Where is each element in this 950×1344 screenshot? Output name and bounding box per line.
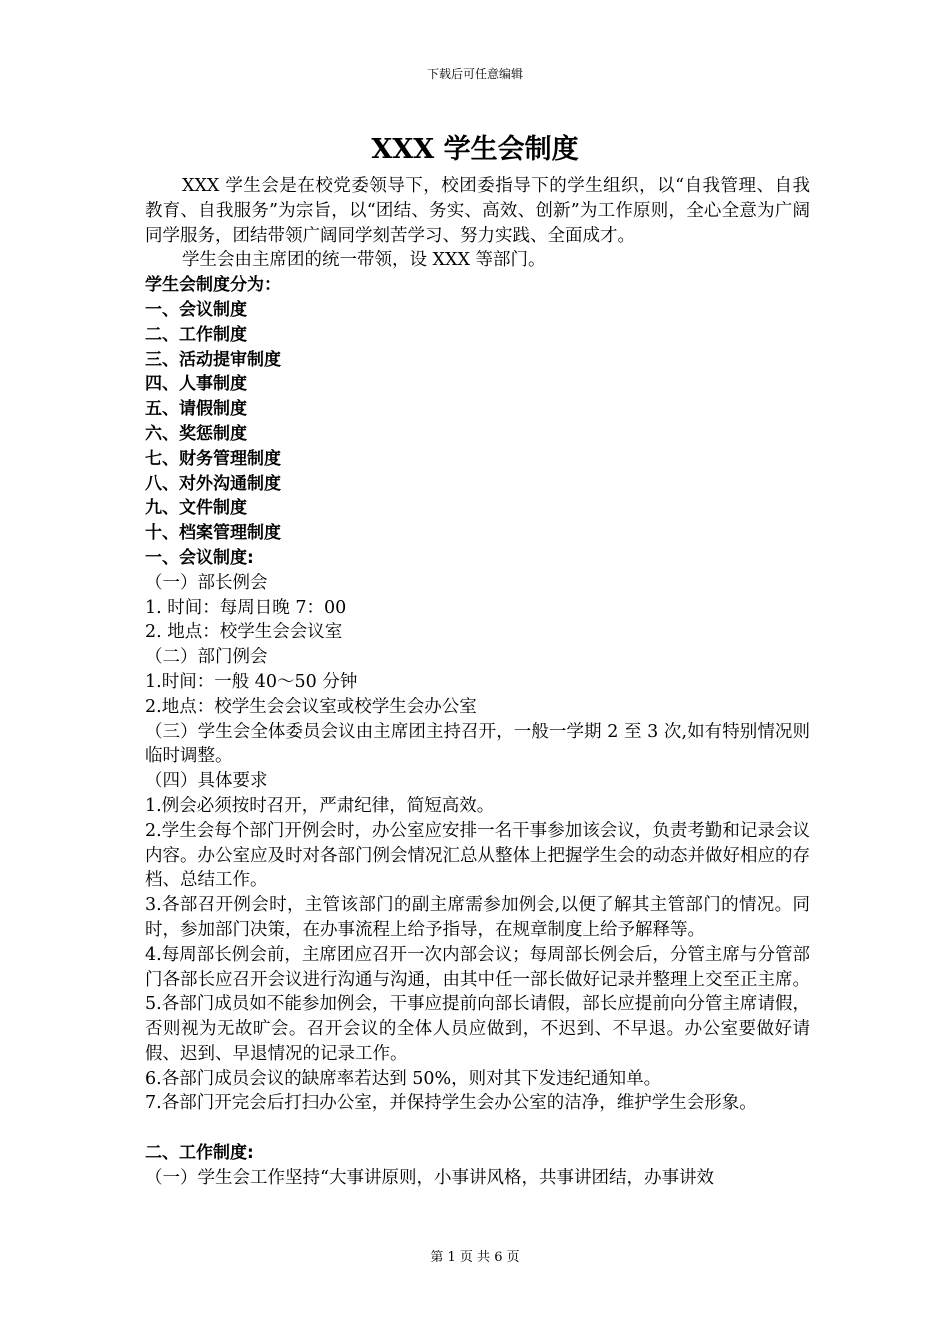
section-1-line: 7.各部门开完会后打扫办公室，并保持学生会办公室的洁净，维护学生会形象。	[145, 1093, 757, 1114]
toc-item: 十、档案管理制度	[145, 523, 281, 544]
document-body	[145, 174, 810, 1191]
section-2-heading: 二、工作制度:	[145, 1143, 254, 1164]
section-1-line: 1.时间：一般 40～50 分钟	[145, 671, 358, 692]
page-footer: 第 1 页 共 6 页	[430, 1250, 520, 1265]
section-1-content	[145, 571, 810, 1117]
toc-list	[145, 298, 810, 546]
section-1-line: 2.学生会每个部门开例会时，办公室应安排一名干事参加该会议，负责考勤和记录会议内容。办公室应及时对各部门例会情况汇总从整体上把握学生会的动态并做好相应的存档、总结工作。	[145, 820, 810, 891]
toc-item: 二、工作制度	[145, 324, 247, 345]
section-1-line: 2. 地点：校学生会会议室	[145, 622, 343, 643]
section-2-content	[145, 1166, 810, 1191]
section-1-line: 5.各部门成员如不能参加例会，干事应提前向部长请假，部长应提前向分管主席请假，否则视为无故旷会。召开会议的全体人员应做到，不迟到、不早退。办公室要做好请假、迟到、早退情况的记录工作。	[145, 994, 810, 1064]
toc-item: 七、财务管理制度	[145, 448, 281, 469]
toc-heading: 学生会制度分为：	[145, 275, 281, 296]
toc-item: 五、请假制度	[145, 399, 247, 420]
toc-item: 六、奖惩制度	[145, 423, 247, 444]
section-1-line: 2.地点：校学生会会议室或校学生会办公室	[145, 696, 477, 717]
section-2-line: （一）学生会工作坚持“大事讲原则，小事讲风格，共事讲团结，办事讲效	[145, 1167, 714, 1188]
section-1-line: 6.各部门成员会议的缺席率若达到 50%，则对其下发违纪通知单。	[145, 1068, 662, 1089]
section-1-line: 1. 时间：每周日晚 7：00	[145, 597, 347, 618]
toc-item: 三、活动提审制度	[145, 349, 281, 370]
section-1-line: （三）学生会全体委员会议由主席团主持召开，一般一学期 2 至 3 次,如有特别情况则临时调整。	[145, 721, 810, 767]
toc-item: 一、会议制度	[145, 299, 247, 320]
section-1-line: （四）具体要求	[145, 771, 268, 792]
document-title: XXX 学生会制度	[371, 134, 579, 165]
toc-item: 四、人事制度	[145, 374, 247, 395]
section-1-heading: 一、会议制度:	[145, 547, 254, 568]
section-1-line: 4.每周部长例会前，主席团应召开一次内部会议；每周部长例会后，分管主席与分管部门各部长应召开会议进行沟通与沟通，由其中任一部长做好记录并整理上交至正主席。	[145, 944, 810, 990]
page-header: 下载后可任意编辑	[426, 67, 523, 81]
section-1-line: 1.例会必须按时召开，严肃纪律，简短高效。	[145, 795, 495, 816]
section-1-line: 3.各部召开例会时，主管该部门的副主席需参加例会,以便了解其主管部门的情况。同时，参加部门决策，在办事流程上给予指导，在规章制度上给予解释等。	[145, 895, 810, 940]
section-1-line: （二）部门例会	[145, 647, 268, 668]
section-1-line: （一）部长例会	[145, 572, 268, 593]
intro-paragraph-1: XXX 学生会是在校党委领导下，校团委指导下的学生组织，以“自我管理、自我教育、自我服务”为宗旨，以“团结、务实、高效、创新”为工作原则，全心全意为广阔同学服务，团结带领广阔同学刻苦学习、努力实践、全面成才。	[145, 176, 810, 246]
blank-line	[145, 1116, 810, 1141]
intro-paragraph-2: 学生会由主席团的统一带领，设 XXX 等部门。	[182, 250, 546, 271]
toc-item: 九、文件制度	[145, 498, 247, 519]
toc-item: 八、对外沟通制度	[145, 473, 281, 494]
